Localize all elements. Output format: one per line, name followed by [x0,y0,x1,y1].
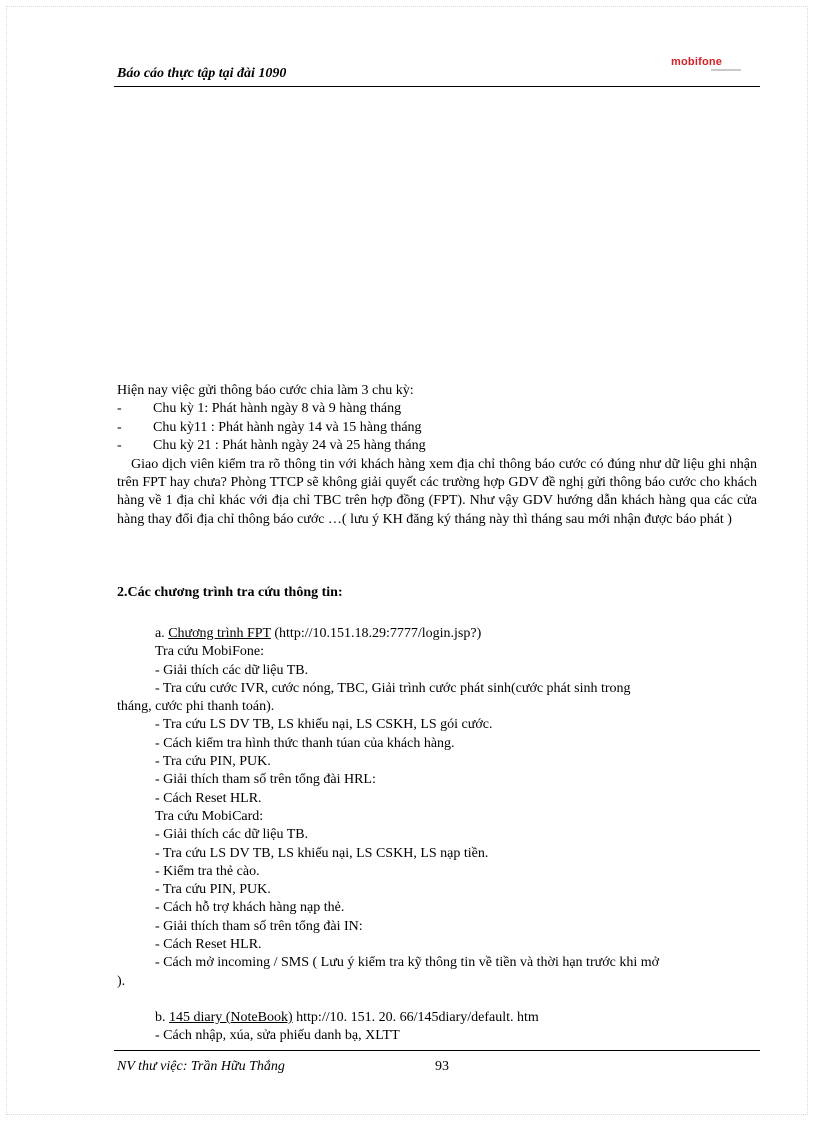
logo-text: mobifone [671,56,723,68]
page-number: 93 [435,1059,449,1074]
list-item: - Giải thích tham số trên tổng đài IN: [155,918,363,934]
list-item: - Cách Reset HLR. [155,937,262,953]
list-item: - Cách nhập, xúa, sửa phiếu danh bạ, XLTT [155,1028,400,1044]
list-item: - Kiểm tra thẻ cào. [155,863,260,879]
list-item-continued: tháng, cước phi thanh toán). [117,699,275,715]
program-b-title: b. 145 diary (NoteBook) http://10. 151. 20. 66/145diary/default. htm [155,1010,539,1025]
mobifone-logo [671,56,722,68]
section-heading: 2.Các chương trình tra cứu thông tin: [117,585,343,600]
program-a-link[interactable]: Chương trình FPT [168,626,271,641]
intro-paragraph: Giao dịch viên kiểm tra rõ thông tin với khách hàng xem địa chỉ thông báo cước có đúng như dữ liệu ghi nhận trên FPT hay chưa? Phòng TTCP sẽ không giải quyết các trường hợp GDV đề nghị gửi thông báo cước cho khách hàng về 1 địa chỉ khác với địa chỉ TBC trên hợp đồng (FPT). Như vậy GDV hướng dẫn khách hàng qua các cửa hàng thay đổi địa chỉ thông báo cước …( lưu ý KH đăng ký tháng này thì tháng sau mới nhận được báo phát ) [117,456,757,527]
list-item: - Giải thích các dữ liệu TB. [155,827,309,843]
list-item: - Cách hỗ trợ khách hàng nạp thẻ. [155,900,345,916]
list-item: - Tra cứu LS DV TB, LS khiếu nại, LS CSKH, LS gói cước. [155,717,493,733]
list-item: - Tra cứu cước IVR, cước nóng, TBC, Giải trình cước phát sinh(cước phát sinh trong [155,680,631,696]
footer-author: NV thư việc: Trần Hữu Thắng [117,1059,285,1074]
list-item: - Tra cứu PIN, PUK. [155,882,271,898]
header-title: Báo cáo thực tập tại đài 1090 [117,66,287,81]
mobifone-heading: Tra cứu MobiFone: [155,644,264,660]
intro-line: Hiện nay việc gửi thông báo cước chia làm 3 chu kỳ: [117,383,414,398]
list-item: - Cách mở incoming / SMS ( Lưu ý kiểm tra kỹ thông tin về tiền và thời hạn trước khi mở [155,955,659,971]
intro-section [117,382,757,529]
program-b [117,1009,753,1046]
list-item: - Cách kiểm tra hình thức thanh túan của khách hàng. [155,735,455,751]
footer-rule [114,1050,760,1051]
logo-tagline-mark [711,69,741,71]
header-rule [114,86,760,87]
mobicard-heading: Tra cứu MobiCard: [155,808,264,824]
cycle-item: - Chu kỳ11 : Phát hành ngày 14 và 15 hàng tháng [117,419,422,435]
program-a-title: a. Chương trình FPT (http://10.151.18.29:7777/login.jsp?) [155,626,482,641]
program-b-link[interactable]: 145 diary (NoteBook) [169,1010,293,1025]
cycle-item: - Chu kỳ 21 : Phát hành ngày 24 và 25 hàng tháng [117,438,426,454]
list-item: - Tra cứu LS DV TB, LS khiếu nại, LS CSKH, LS nạp tiền. [155,845,489,861]
list-item-continued: ). [117,973,126,989]
list-item: - Tra cứu PIN, PUK. [155,754,271,770]
list-item: - Giải thích tham số trên tổng đài HRL: [155,772,376,788]
program-a [117,625,753,991]
list-item: - Cách Reset HLR. [155,790,262,806]
list-item: - Giải thích các dữ liệu TB. [155,662,309,678]
cycle-item: - Chu kỳ 1: Phát hành ngày 8 và 9 hàng tháng [117,401,402,417]
